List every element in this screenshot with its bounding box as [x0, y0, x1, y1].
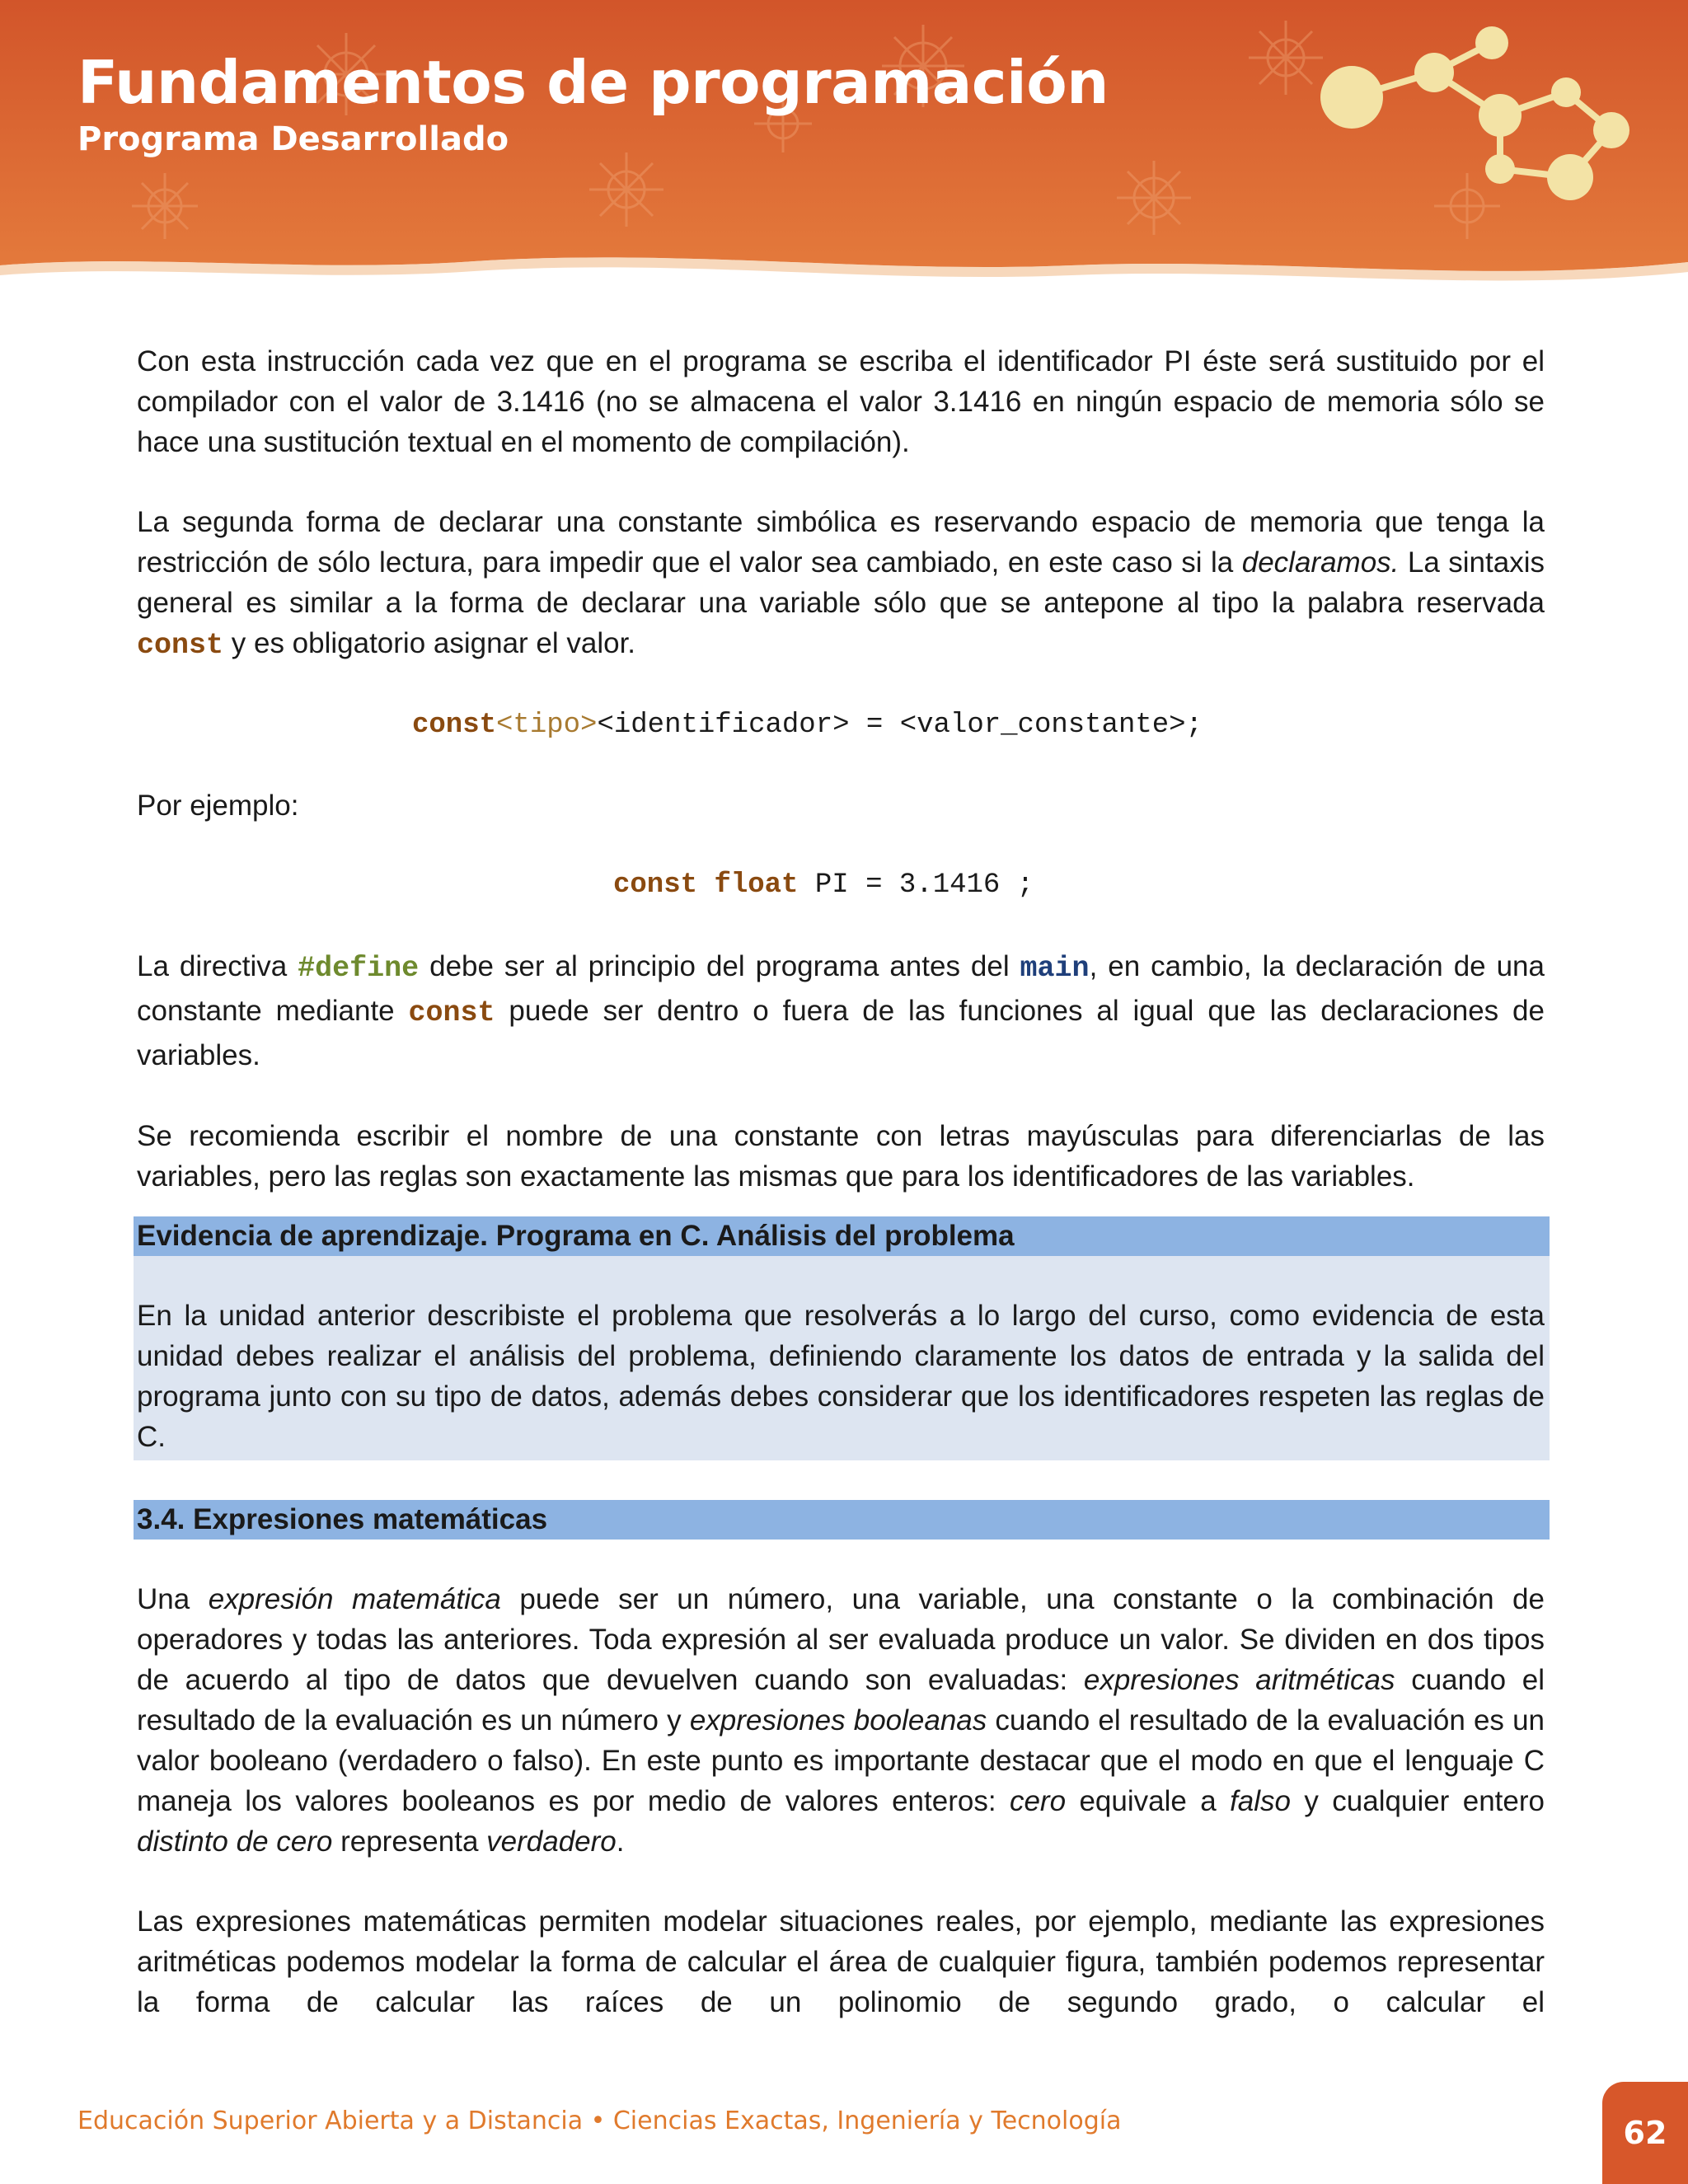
header-banner: [0, 0, 1688, 297]
spacer: [137, 462, 1545, 502]
emphasis: falso: [1230, 1785, 1292, 1817]
evidence-section: [137, 1216, 1545, 1460]
code-rest: <identificador> = <valor_constante>;: [597, 710, 1203, 741]
text-span: puede ser un número, una variable, una constante o la combinación de operadores y todas las anteriores. Toda expresión al ser evaluada produce un valor. Se dividen en dos tipos de acuerdo al tipo de datos que devuelven cuando son evaluadas:: [137, 1583, 1545, 1696]
spacer: [137, 826, 1545, 865]
evidence-box: [134, 1256, 1550, 1460]
text-span: La segunda forma de declarar una constante simbólica es reservando espacio de memoria que tenga la restricción de sólo lectura, para impedir que el valor sea cambiado, en este caso si la: [137, 506, 1545, 579]
paragraph-math-modeling: Las expresiones matemáticas permiten modelar situaciones reales, por ejemplo, mediante las expresiones aritméticas podemos modelar la forma de calcular el área de cualquier figura, también podemos representar la forma de calcular las raíces de un polinomio de segundo grado, o calcular el: [137, 1905, 1545, 2018]
emphasis: verdadero: [486, 1825, 617, 1858]
text-span: cuando el resultado de la evaluación es un valor booleano (verdadero o falso). En este punto es importante destacar que el modo en que el lenguaje C maneja los valores booleanos es por medio de valores enteros:: [137, 1704, 1545, 1817]
inline-code-const: const: [137, 629, 224, 662]
spacer: [137, 1197, 1545, 1216]
code-keyword-float: float: [714, 869, 799, 901]
code-keyword-const: const: [613, 869, 698, 901]
paragraph-pi-substitution: Con esta instrucción cada vez que en el programa se escriba el identificador PI éste será sustituido por el compilador con el valor de 3.1416 (no se almacena el valor 3.1416 en ningún espacio de memoria sólo se hace una sustitución textual en el momento de compilación).: [137, 345, 1545, 458]
text-span: equivale a: [1066, 1785, 1231, 1817]
text-span: y cualquier entero: [1291, 1785, 1545, 1817]
inline-code-main: main: [1020, 952, 1090, 985]
emphasis: expresiones booleanas: [689, 1704, 987, 1736]
inline-code-define: #define: [298, 952, 420, 985]
paragraph-define-vs-const: [137, 945, 1545, 1076]
document-subtitle: Programa Desarrollado: [77, 120, 509, 158]
spacer: [137, 1862, 1545, 1901]
evidence-text: En la unidad anterior describiste el problema que resolverás a lo largo del curso, como evidencia de esta unidad debes realizar el análisis del problema, definiendo claramente los datos de entrada y la salida del programa junto con su tipo de datos, además debes considerar que los identificadores respeten las reglas de C.: [137, 1300, 1545, 1453]
text-span: y es obligatorio asignar el valor.: [223, 627, 636, 659]
document-title: Fundamentos de programación: [77, 48, 1109, 117]
code-type-placeholder: <tipo>: [496, 710, 598, 741]
footer-text: Educación Superior Abierta y a Distancia • Ciencias Exactas, Ingeniería y Tecnología: [77, 2107, 1122, 2135]
text-span: cuando el resultado de la evaluación es un número y: [137, 1664, 1545, 1736]
section-heading-expresiones: 3.4. Expresiones matemáticas: [134, 1500, 1550, 1540]
emphasis-declaramos: declaramos.: [1241, 546, 1400, 579]
emphasis: distinto de cero: [137, 1825, 333, 1858]
syntax-code-line: [137, 705, 1545, 746]
text-span: , en cambio, la declaración de una constante mediante: [137, 950, 1545, 1027]
example-code-line: [137, 865, 1545, 906]
code-rest: PI = 3.1416 ;: [798, 869, 1034, 901]
text-span: debe ser al principio del programa antes del: [419, 950, 1020, 982]
text-span: representa: [332, 1825, 487, 1858]
emphasis: expresiones aritméticas: [1083, 1664, 1395, 1696]
paragraph-math-expressions: [137, 1579, 1545, 1862]
text-span: puede ser dentro o fuera de las funciones al igual que las declaraciones de variables.: [137, 995, 1545, 1071]
example-label: Por ejemplo:: [137, 790, 299, 822]
paragraph-naming-recommendation: Se recomienda escribir el nombre de una constante con letras mayúsculas para diferenciarlas de las variables, pero las reglas son exactamente las mismas que para los identificadores de las variables.: [137, 1120, 1545, 1193]
spacer: [137, 746, 1545, 785]
text-span: La sintaxis general es similar a la forma de declarar una variable sólo que se antepone al tipo la palabra reservada: [137, 546, 1545, 619]
spacer: [137, 1540, 1545, 1579]
code-keyword: const: [412, 710, 497, 741]
emphasis: expresión matemática: [208, 1583, 501, 1615]
spacer: [137, 1256, 1545, 1296]
spacer: [137, 1460, 1545, 1500]
spacer: [137, 1076, 1545, 1116]
text-span: .: [616, 1825, 625, 1858]
paragraph-const-declaration: [137, 502, 1545, 666]
emphasis: cero: [1009, 1785, 1067, 1817]
page-content: [137, 341, 1545, 2022]
inline-code-const: const: [408, 996, 495, 1029]
text-span: Una: [137, 1583, 209, 1615]
text-span: La directiva: [137, 950, 298, 982]
spacer: [137, 906, 1545, 945]
evidence-heading: Evidencia de aprendizaje. Programa en C. Análisis del problema: [134, 1216, 1550, 1256]
page-number: 62: [1623, 2115, 1667, 2151]
spacer: [137, 666, 1545, 705]
